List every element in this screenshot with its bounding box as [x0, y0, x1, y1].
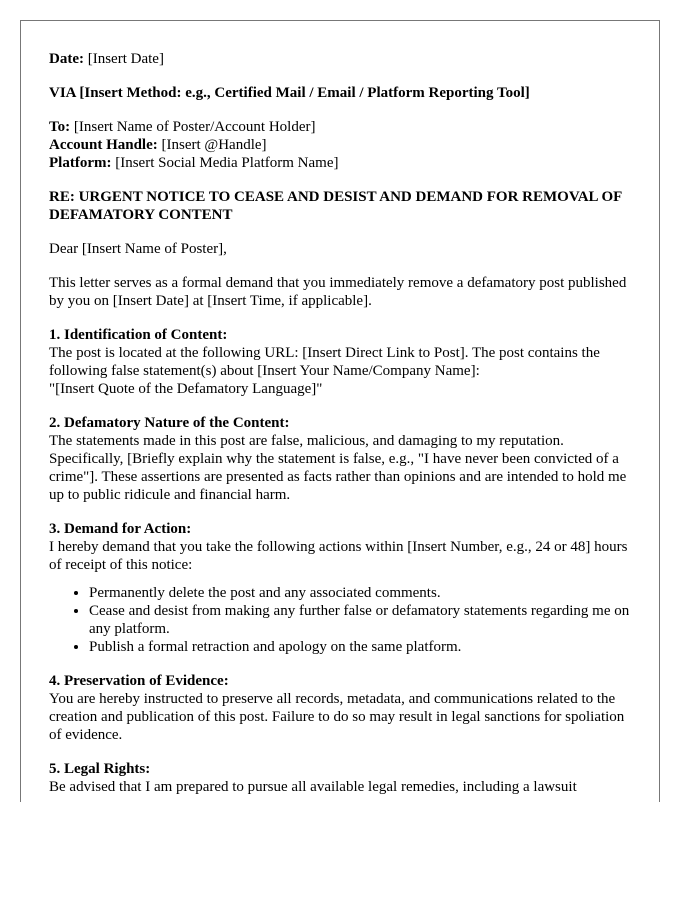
handle-label: Account Handle: [49, 137, 158, 153]
section-heading-text: 1. Identification of Content: [49, 327, 228, 343]
section-demand [49, 520, 639, 656]
section-heading-text: 5. Legal Rights: [49, 761, 151, 777]
section-preservation [49, 672, 639, 744]
section-heading-text: 4. Preservation of Evidence: [49, 673, 229, 689]
section-legal-rights [49, 760, 639, 796]
letter-page [20, 20, 660, 802]
section-body: The post is located at the following URL: [Insert Direct Link to Post]. The post contains the following false statement(s) about [Insert Your Name/Company Name]: [49, 345, 600, 379]
salutation: Dear [Insert Name of Poster], [49, 241, 227, 257]
section-heading [49, 414, 639, 432]
section-identification [49, 326, 639, 398]
section-body: Be advised that I am prepared to pursue all available legal remedies, including a lawsuit [49, 779, 577, 795]
section-defamatory-nature [49, 414, 639, 504]
section-heading-text: 3. Demand for Action: [49, 521, 192, 537]
date-value: [Insert Date] [83, 51, 164, 67]
subject-text: RE: URGENT NOTICE TO CEASE AND DESIST AND DEMAND FOR REMOVAL OF DEFAMATORY CONTENT [49, 189, 622, 223]
via-line [49, 84, 639, 102]
intro-paragraph: This letter serves as a formal demand that you immediately remove a defamatory post published by you on [Insert Date] at [Insert Time, if applicable]. [49, 275, 627, 309]
to-line [49, 118, 639, 136]
via-text: VIA [Insert Method: e.g., Certified Mail / Email / Platform Reporting Tool] [49, 85, 530, 101]
platform-label: Platform: [49, 155, 112, 171]
section-body: You are hereby instructed to preserve all records, metadata, and communications related to the creation and publication of this post. Failure to do so may result in legal sanctions for spoliation of evidence. [49, 691, 625, 743]
section-heading [49, 520, 639, 538]
section-body: I hereby demand that you take the following actions within [Insert Number, e.g., 24 or 48] hours of receipt of this notice: [49, 539, 628, 573]
section-quote: "[Insert Quote of the Defamatory Language]" [49, 381, 323, 397]
platform-line [49, 154, 639, 172]
section-body: The statements made in this post are false, malicious, and damaging to my reputation. Specifically, [Briefly explain why the statement is false, e.g., "I have never been convicted of a crime"]. These assertions are presented as facts rather than opinions and are intended to hold me up to public ridicule and financial harm. [49, 433, 627, 503]
handle-value: [Insert @Handle] [157, 137, 267, 153]
section-heading [49, 326, 639, 344]
date-line [49, 50, 639, 68]
list-item: • Permanently delete the post and any associated comments. [89, 584, 639, 602]
platform-value: [Insert Social Media Platform Name] [111, 155, 339, 171]
to-value: [Insert Name of Poster/Account Holder] [70, 119, 316, 135]
demand-list [49, 584, 639, 656]
section-heading-text: 2. Defamatory Nature of the Content: [49, 415, 290, 431]
section-heading [49, 672, 639, 690]
to-label: To: [49, 119, 71, 135]
section-heading [49, 760, 639, 778]
list-item: • Publish a formal retraction and apology on the same platform. [89, 638, 639, 656]
letter-body [49, 50, 639, 796]
subject-line [49, 188, 639, 224]
recipient-block [49, 118, 639, 172]
date-label: Date: [49, 51, 84, 67]
handle-line [49, 136, 639, 154]
list-item: • Cease and desist from making any further false or defamatory statements regarding me on any platform. [89, 602, 639, 638]
